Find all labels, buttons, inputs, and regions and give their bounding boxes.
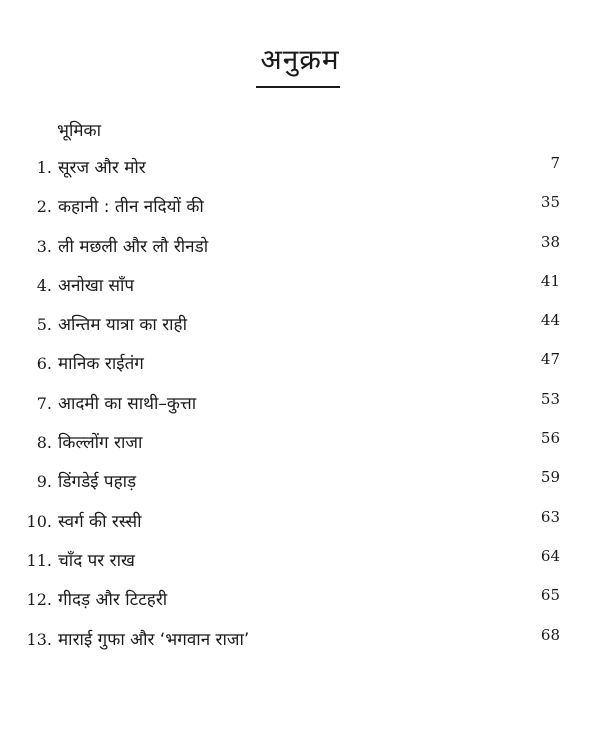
toc-entry (0, 622, 600, 661)
intro-entry: भूमिका (57, 121, 101, 141)
toc-entry (0, 543, 600, 582)
toc-entry-title: चाँद पर राख (58, 550, 135, 571)
toc-entry (0, 464, 600, 503)
toc-entry-title: स्वर्ग की रस्सी (58, 511, 142, 532)
toc-entry-page: 64 (540, 546, 560, 565)
toc-entry-title: ली मछली और लौ रीनडो (58, 236, 209, 257)
toc-entry-title: आदमी का साथी–कुत्ता (58, 393, 197, 414)
toc-entry-title: अनोखा साँप (58, 275, 135, 296)
toc-entry-number: 6. (36, 354, 52, 374)
toc-entry-title: सूरज और मोर (58, 158, 146, 178)
toc-entry-page: 7 (550, 154, 560, 172)
toc-entry (0, 307, 600, 346)
toc-entry-number: 10. (26, 511, 52, 531)
toc-entry-number: 7. (36, 393, 52, 413)
toc-entry-title: डिंगडेई पहाड़ (58, 472, 137, 493)
toc-entry-title: किल्लोंग राजा (58, 433, 143, 454)
toc-entry (0, 386, 600, 425)
toc-entry (0, 229, 600, 268)
toc-entry-number: 9. (36, 472, 52, 492)
toc-entry-number: 11. (26, 550, 52, 570)
toc-entry-title: कहानी : तीन नदियों की (58, 197, 204, 218)
toc-entry-number: 5. (36, 315, 52, 335)
toc-entry-title: माराई गुफा और ‘भगवान राजा’ (58, 629, 250, 650)
contents-list (0, 150, 600, 661)
toc-entry-page: 59 (540, 468, 560, 487)
toc-entry-page: 35 (540, 193, 560, 212)
toc-entry (0, 425, 600, 464)
toc-entry-number: 1. (36, 158, 52, 177)
toc-entry-page: 56 (540, 429, 560, 448)
toc-entry-title: गीदड़ और टिटहरी (58, 590, 168, 611)
toc-entry-title: अन्तिम यात्रा का राही (58, 315, 187, 336)
toc-entry (0, 150, 600, 189)
toc-entry-number: 2. (36, 197, 52, 217)
toc-entry-page: 38 (540, 232, 560, 251)
toc-entry-number: 8. (36, 433, 52, 453)
toc-entry-number: 13. (26, 629, 52, 649)
toc-entry-number: 12. (26, 590, 52, 610)
toc-entry-number: 3. (36, 236, 52, 256)
toc-entry-page: 47 (540, 350, 560, 369)
toc-entry (0, 346, 600, 385)
toc-entry-title: मानिक राईतंग (58, 354, 144, 375)
toc-entry-page: 53 (540, 389, 560, 408)
toc-entry-page: 68 (540, 625, 560, 644)
toc-entry-page: 65 (540, 586, 560, 605)
toc-entry-number: 4. (36, 275, 52, 295)
toc-entry (0, 189, 600, 228)
toc-entry-page: 44 (540, 311, 560, 330)
title-underline (256, 86, 340, 88)
toc-entry-page: 41 (540, 271, 560, 290)
toc-entry (0, 582, 600, 621)
toc-entry-page: 63 (540, 507, 560, 526)
page-title: अनुक्रम (260, 43, 340, 76)
toc-entry (0, 504, 600, 543)
toc-entry (0, 268, 600, 307)
